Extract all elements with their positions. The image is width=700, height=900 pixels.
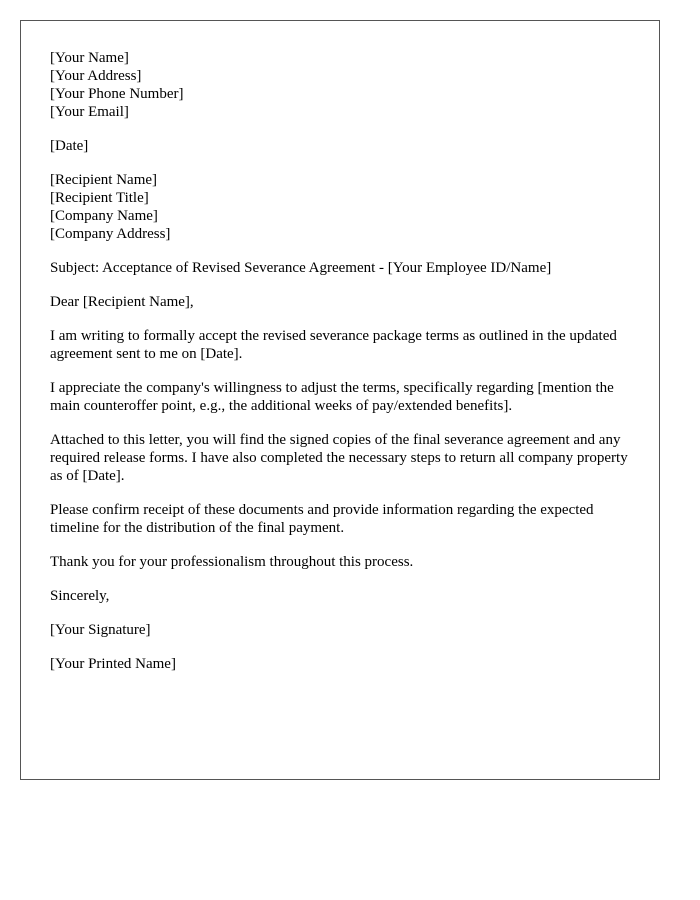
- recipient-title: [Recipient Title]: [50, 190, 149, 206]
- subject-line: Subject: Acceptance of Revised Severance Agreement - [Your Employee ID/Name]: [50, 260, 552, 276]
- sender-address: [Your Address]: [50, 68, 142, 84]
- recipient-company: [Company Name]: [50, 208, 158, 224]
- sender-email: [Your Email]: [50, 104, 129, 120]
- letter-page: [20, 20, 660, 780]
- recipient-name: [Recipient Name]: [50, 172, 158, 188]
- sender-phone: [Your Phone Number]: [50, 86, 184, 102]
- signature-placeholder: [Your Signature]: [50, 622, 151, 638]
- printed-name: [Your Printed Name]: [50, 656, 176, 672]
- letter-date: [Date]: [50, 138, 89, 154]
- recipient-address: [Company Address]: [50, 226, 171, 242]
- recipient-block: [50, 171, 640, 243]
- sender-block: [50, 49, 640, 121]
- body-paragraph: Attached to this letter, you will find the signed copies of the final severance agreement and any required release forms. I have also completed the necessary steps to return all company property as of [Date].: [50, 432, 628, 484]
- body-paragraph: I appreciate the company's willingness to adjust the terms, specifically regarding [mention the main counteroffer point, e.g., the additional weeks of pay/extended benefits].: [50, 380, 614, 414]
- closing: Sincerely,: [50, 588, 110, 604]
- body-paragraph: Thank you for your professionalism throughout this process.: [50, 554, 414, 570]
- sender-name: [Your Name]: [50, 50, 129, 66]
- body-paragraph: I am writing to formally accept the revised severance package terms as outlined in the updated agreement sent to me on [Date].: [50, 328, 617, 362]
- letter-body: [50, 49, 640, 689]
- salutation: Dear [Recipient Name],: [50, 294, 194, 310]
- body-paragraph: Please confirm receipt of these documents and provide information regarding the expected timeline for the distribution of the final payment.: [50, 502, 594, 536]
